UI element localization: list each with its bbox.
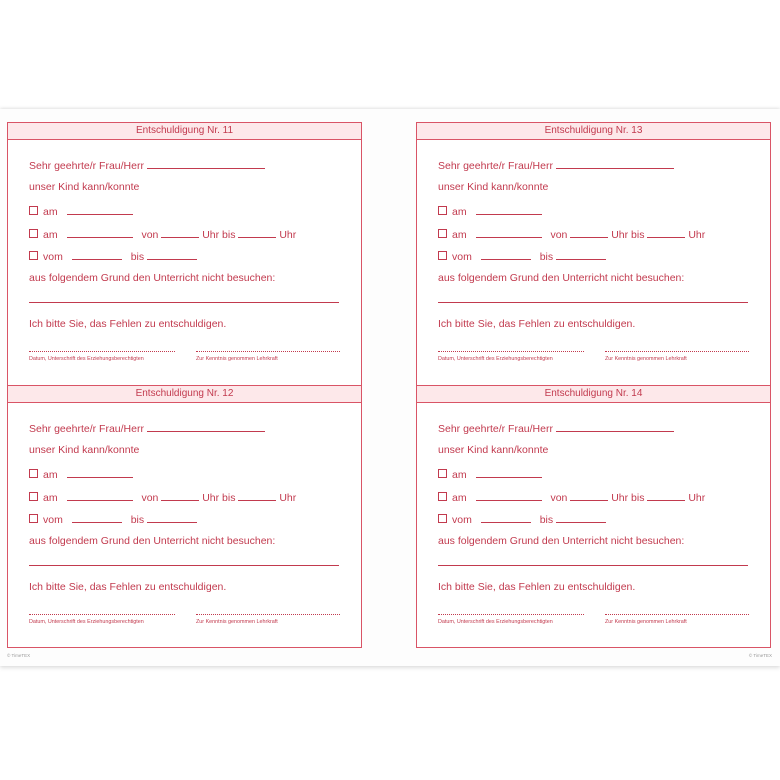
excuse-card [7,122,362,385]
teacher-signature-label: Zur Kenntnis genommen Lehrkraft [605,619,687,625]
name-blank[interactable] [147,421,265,432]
day-checkbox[interactable] [438,206,447,215]
day-checkbox[interactable] [29,206,38,215]
bis-label: bis [130,251,145,263]
time-checkbox[interactable] [29,229,38,238]
reason-blank[interactable] [438,302,748,303]
vom-label: vom [452,251,472,263]
am-label: am [452,206,467,218]
am-label: am [452,469,467,481]
parent-signature-label: Datum, Unterschrift des Erziehungsberechtigten [29,619,144,625]
am-label: am [43,229,58,241]
parent-signature-label: Datum, Unterschrift des Erziehungsberechtigten [29,356,144,362]
day-date-blank[interactable] [67,204,133,215]
form-spread [0,109,780,666]
reason-intro: aus folgendem Grund den Unterricht nicht besuchen: [438,535,685,547]
uhr-bis-label: Uhr bis [611,229,645,241]
range-checkbox[interactable] [438,251,447,260]
card-title: Entschuldigung Nr. 12 [8,386,361,403]
from-time-blank[interactable] [570,227,608,238]
salutation-line [29,158,265,172]
von-label: von [141,229,159,241]
bis-label: bis [539,514,554,526]
name-blank[interactable] [556,158,674,169]
von-label: von [141,492,159,504]
parent-signature-label: Datum, Unterschrift des Erziehungsberechtigten [438,619,553,625]
reason-intro: aus folgendem Grund den Unterricht nicht besuchen: [438,272,685,284]
range-checkbox[interactable] [29,514,38,523]
from-time-blank[interactable] [570,490,608,501]
range-checkbox[interactable] [438,514,447,523]
reason-intro: aus folgendem Grund den Unterricht nicht besuchen: [29,535,276,547]
range-from-blank[interactable] [72,512,122,523]
von-label: von [550,492,568,504]
day-row [29,467,133,481]
range-to-blank[interactable] [556,249,606,260]
name-blank[interactable] [147,158,265,169]
am-label: am [43,469,58,481]
child-line: unser Kind kann/konnte [29,181,140,193]
day-date-blank[interactable] [67,467,133,478]
uhr-label: Uhr [279,492,297,504]
child-line: unser Kind kann/konnte [438,444,549,456]
am-label: am [452,229,467,241]
copyright-left: © TimeTEX [7,653,31,658]
vom-label: vom [43,251,63,263]
child-line: unser Kind kann/konnte [438,181,549,193]
copyright-right: © TimeTEX [748,653,772,658]
day-date-blank[interactable] [476,467,542,478]
salutation-line [438,158,674,172]
range-row [438,512,606,526]
bis-label: bis [539,251,554,263]
teacher-signature-label: Zur Kenntnis genommen Lehrkraft [605,356,687,362]
request-line: Ich bitte Sie, das Fehlen zu entschuldigen. [29,581,227,593]
salutation-line [438,421,674,435]
teacher-signature-label: Zur Kenntnis genommen Lehrkraft [196,619,278,625]
range-to-blank[interactable] [556,512,606,523]
am-label: am [43,206,58,218]
teacher-signature[interactable] [605,614,749,625]
day-checkbox[interactable] [438,469,447,478]
day-row [438,467,542,481]
parent-signature[interactable] [29,614,175,625]
range-row [438,249,606,263]
teacher-signature[interactable] [196,614,340,625]
time-row [438,490,705,504]
uhr-label: Uhr [688,229,706,241]
to-time-blank[interactable] [647,227,685,238]
range-row [29,249,197,263]
teacher-signature[interactable] [196,351,340,362]
uhr-label: Uhr [688,492,706,504]
time-checkbox[interactable] [438,492,447,501]
teacher-signature[interactable] [605,351,749,362]
day-checkbox[interactable] [29,469,38,478]
uhr-label: Uhr [279,229,297,241]
to-time-blank[interactable] [238,227,276,238]
request-line: Ich bitte Sie, das Fehlen zu entschuldigen. [438,581,636,593]
range-from-blank[interactable] [481,249,531,260]
vom-label: vom [43,514,63,526]
time-row [29,227,296,241]
uhr-bis-label: Uhr bis [202,229,236,241]
from-time-blank[interactable] [161,227,199,238]
uhr-bis-label: Uhr bis [611,492,645,504]
range-checkbox[interactable] [29,251,38,260]
request-line: Ich bitte Sie, das Fehlen zu entschuldigen. [29,318,227,330]
salutation-text: Sehr geehrte/r Frau/Herr [438,160,553,172]
salutation-text: Sehr geehrte/r Frau/Herr [29,160,144,172]
to-time-blank[interactable] [238,490,276,501]
parent-signature-label: Datum, Unterschrift des Erziehungsberechtigten [438,356,553,362]
parent-signature[interactable] [438,351,584,362]
to-time-blank[interactable] [647,490,685,501]
day-row [29,204,133,218]
range-from-blank[interactable] [481,512,531,523]
name-blank[interactable] [556,421,674,432]
time-date-blank[interactable] [476,490,542,501]
time-checkbox[interactable] [438,229,447,238]
request-line: Ich bitte Sie, das Fehlen zu entschuldigen. [438,318,636,330]
salutation-text: Sehr geehrte/r Frau/Herr [438,423,553,435]
day-date-blank[interactable] [476,204,542,215]
excuse-card [416,122,771,385]
card-title: Entschuldigung Nr. 13 [417,123,770,140]
parent-signature[interactable] [29,351,175,362]
from-time-blank[interactable] [161,490,199,501]
day-row [438,204,542,218]
excuse-card [416,385,771,648]
time-date-blank[interactable] [476,227,542,238]
am-label: am [452,492,467,504]
reason-blank[interactable] [29,565,339,566]
am-label: am [43,492,58,504]
von-label: von [550,229,568,241]
time-date-blank[interactable] [67,490,133,501]
reason-blank[interactable] [438,565,748,566]
range-from-blank[interactable] [72,249,122,260]
uhr-bis-label: Uhr bis [202,492,236,504]
card-title: Entschuldigung Nr. 14 [417,386,770,403]
salutation-line [29,421,265,435]
teacher-signature-label: Zur Kenntnis genommen Lehrkraft [196,356,278,362]
range-row [29,512,197,526]
time-row [29,490,296,504]
bis-label: bis [130,514,145,526]
parent-signature[interactable] [438,614,584,625]
vom-label: vom [452,514,472,526]
time-row [438,227,705,241]
range-to-blank[interactable] [147,249,197,260]
salutation-text: Sehr geehrte/r Frau/Herr [29,423,144,435]
time-checkbox[interactable] [29,492,38,501]
card-title: Entschuldigung Nr. 11 [8,123,361,140]
time-date-blank[interactable] [67,227,133,238]
excuse-card [7,385,362,648]
reason-intro: aus folgendem Grund den Unterricht nicht besuchen: [29,272,276,284]
child-line: unser Kind kann/konnte [29,444,140,456]
range-to-blank[interactable] [147,512,197,523]
reason-blank[interactable] [29,302,339,303]
